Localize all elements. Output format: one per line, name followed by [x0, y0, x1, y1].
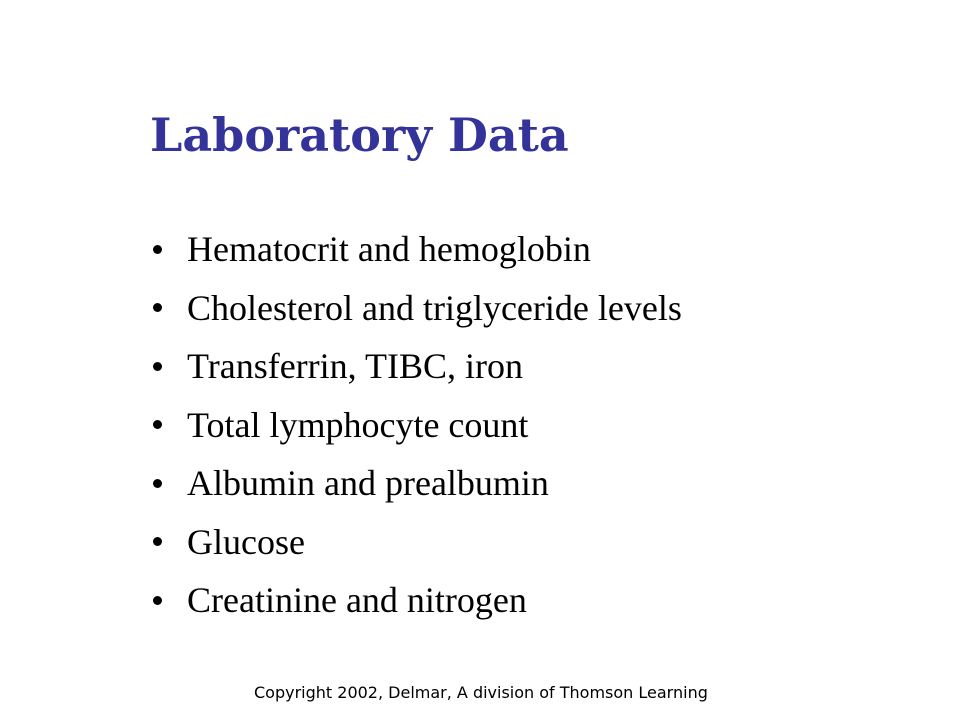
- bullet-text: Creatinine and nitrogen: [187, 580, 527, 621]
- bullet-icon: [153, 596, 162, 605]
- bullet-text: Total lymphocyte count: [187, 404, 529, 445]
- bullet-icon: [153, 479, 162, 488]
- bullet-item: [150, 279, 682, 338]
- bullet-icon: [153, 245, 162, 254]
- bullet-item: [150, 396, 682, 455]
- bullet-icon: [153, 420, 162, 429]
- bullet-text: Albumin and prealbumin: [187, 463, 549, 504]
- bullet-text: Cholesterol and triglyceride levels: [187, 287, 682, 328]
- copyright-footer: Copyright 2002, Delmar, A division of Thomson Learning: [254, 683, 708, 702]
- bullet-icon: [153, 362, 162, 371]
- bullet-item: [150, 513, 682, 572]
- slide-title: Laboratory Data: [150, 108, 569, 162]
- bullet-icon: [153, 303, 162, 312]
- bullet-item: [150, 337, 682, 396]
- bullet-text: Hematocrit and hemoglobin: [187, 229, 591, 270]
- bullet-item: [150, 220, 682, 279]
- bullet-item: [150, 454, 682, 513]
- bullet-list: [150, 220, 682, 630]
- bullet-icon: [153, 537, 162, 546]
- bullet-item: [150, 571, 682, 630]
- bullet-text: Transferrin, TIBC, iron: [187, 346, 523, 387]
- bullet-text: Glucose: [187, 521, 305, 562]
